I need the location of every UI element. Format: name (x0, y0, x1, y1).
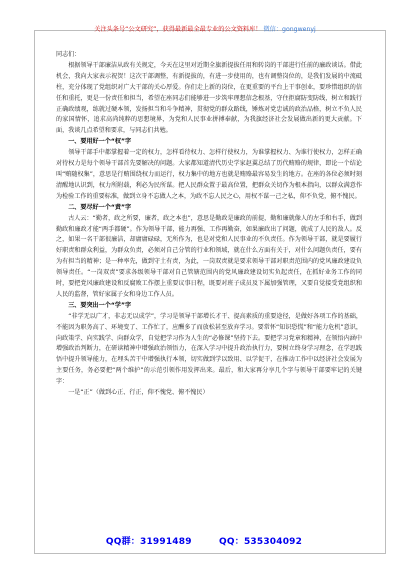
document-body (56, 50, 362, 399)
section-heading-duty: 二、要尽好一个“责”字 (68, 203, 132, 211)
section-body-power: 领导干部手中都掌握着一定的权力，怎样看待权力、怎样行使权力，为谁掌握权力、为谁行使权力，怎样正确对待权力是每个领导干部首先要解决的问题。大家都知道清代历史学家赵翼总结了历代贿赂的规律，即论一个结论叫“贿随权集”，意思是行贿围绕权力而运行，权力集中的地方也就是贿赂最容易发生的地方。在座的各位必须时刻清醒地认识到，权力所附载，利必为民所谋。把人民群众置于最高位置，把群众关切作为根本指向，以群众满意作为检验工作的重要标准，做到立身不忘做人之本，为政不忘人民之心，用权不谋一己之私，仰不负党，俯不愧民。 (56, 149, 362, 200)
intro-paragraph: 根据领导干部廉洁从政有关规定，今天在这里对近期全旗新提拔任用和转岗的干部进行任前的廉政谈话。借此机会，我向大家表示祝贺！这次干部调整，有新提拔的，有进一步使用的，也有调整岗位的，是我们发展的中流砥柱，充分体现了党组织对广大干部的关心厚爱。你们走上新的岗位，在更重要的平台上干事创业，要珍惜组织的信任和重托，更是一份责任和担当，希望在座同志们能够进一步筑牢理想信念根基，守住拒腐防变防线，树立和践行正确政绩观，练就过硬本领，发扬担当和斗争精神，贯彻党的群众路线，锤炼对党忠诚的政治品格，树立不负人民的家国情怀，追求高尚纯粹的思想境界，为党和人民事业拼搏奉献，为我旗经济社会发展做出新的更大贡献。下面，我谈几点希望和要求，与同志们共勉。 (56, 61, 362, 135)
footer-contact (0, 534, 408, 547)
closing-line: 一是“正”（做到心正、行正，仰不愧党、俯不愧民） (68, 389, 209, 397)
greeting: 同志们： (56, 51, 81, 58)
section-body-study: “非学无以广才，非志无以成学”，学习是领导干部增长才干、提高素质的重要途径，是做好各项工作的基础，不能因为职务高了、环境变了、工作忙了，应酬多了而放松甚至放弃学习。要常怀“知识恐慌”和“能力危机”意识，向政策学、向实践学、向群众学，自觉把学习作为人生的“必修课”坚持下去。要把学习党章和精神，在领悟内涵中增强政治判断力，在研读精神中增强政治领悟力，在深入学习中提升政治执行力，要树立终身学习理念，在学思践悟中提升领导能力，在埋头苦干中增强执行本领，切实做到学以致用、以学促干，在推动工作中以经济社会发展为主要任务，务必要把“两个维护”的示范引领作用发挥出来。最后，和大家再分享几个字与领导干部要牢记的关键字： (56, 312, 362, 386)
section-heading-power: 一、要用好一个“权”字 (68, 138, 132, 146)
section-body-duty: 古人云：“勤者，政之所要，廉者，政之本也”，意思是勤政是廉政的前提，勤和廉就像人的左手和右手，做到勤政和廉政才能“两手都硬”。作为领导干部，能力再强、工作再勤奋，如果廉政出了问题，就成了人民的敌人。反之，如果一名干部很廉洁，却庸庸碌碌，无所作为，也是对党和人民事业的不负责任。作为领导干部，就是要履行好职责和群众利益，为群众负责，必须对自己分管的行业和领域，就在什么方面有关于，对什么问题负责任，要有为有担当的精神；是一种率先，做到守土有责，为此，一岗双责就是要求领导干部对职责范围内的党风廉政建设负领导责任。“一岗双责”要求各级领导干部对自己管辖范围内的党风廉政建设切实负起责任，在抓好业务工作的同时，要把党风廉政建设和反腐败工作摆上重要议事日程，既要对班子成员及下属加强管理，又要自觉接受党组织和人民的监督，管好家属子女和身边工作人员。 (56, 214, 362, 298)
banner-wechat-id: 微信：gongwenyj (263, 26, 316, 33)
footer-qq-number: QQ：535304092 (219, 537, 303, 547)
section-heading-study: 三、要突出一个“学”字 (68, 301, 132, 309)
footer-qq-group: QQ群：31991489 (105, 537, 192, 547)
top-banner (60, 22, 350, 38)
banner-promo-text: 关注头条号“公文研究”，获得最新最全最专业的公文资料库！ (94, 26, 262, 33)
